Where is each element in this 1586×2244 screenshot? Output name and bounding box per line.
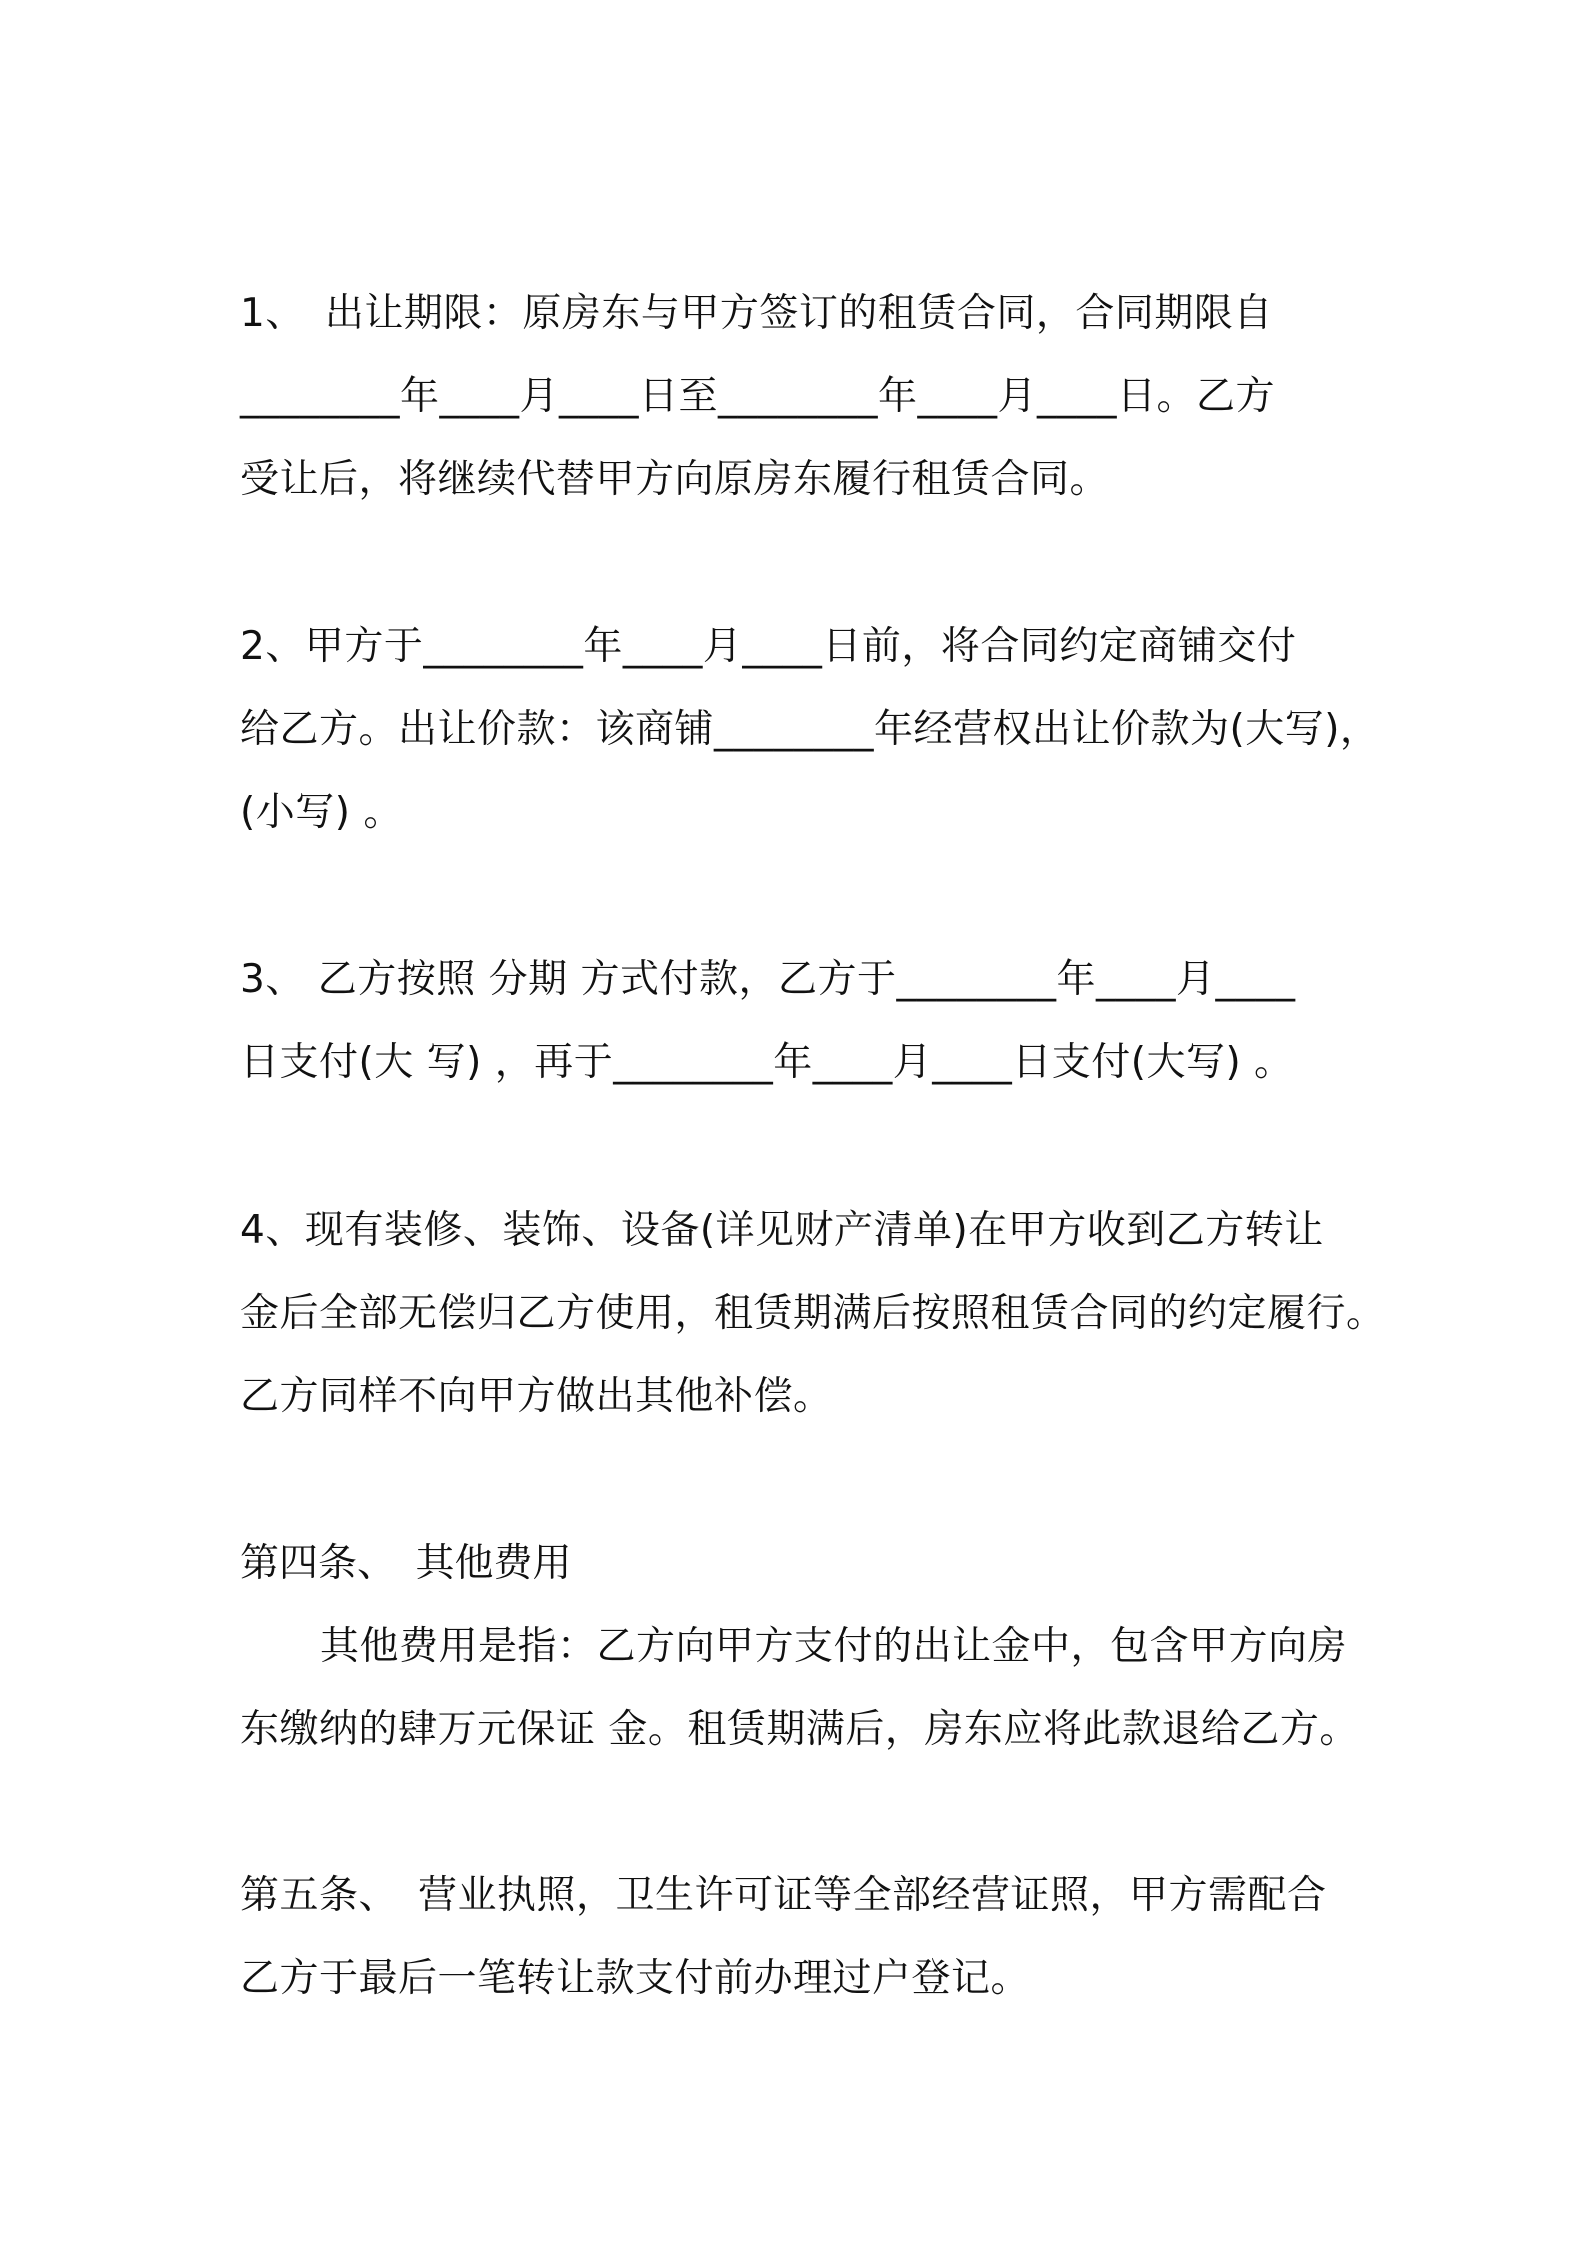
clause-3-line-1: 3、 乙方按照 分期 方式付款，乙方于________年____月____ [240,957,1296,1002]
clause-1-line-3: 受让后，将继续代替甲方向原房东履行租赁合同。 [240,457,1110,502]
clause-4-line-3: 乙方同样不向甲方做出其他补偿。 [240,1374,833,1419]
clause-4-line-1: 4、现有装修、装饰、设备(详见财产清单)在甲方收到乙方转让 [240,1208,1324,1253]
article-5-line-2: 乙方于最后一笔转让款支付前办理过户登记。 [240,1956,1031,2001]
clause-2-line-2: 给乙方。出让价款：该商铺________年经营权出让价款为(大写)， [240,707,1380,752]
clause-3 [240,938,1390,1104]
clause-4 [240,1189,1390,1438]
article-4-line-1: 其他费用是指：乙方向甲方支付的出让金中，包含甲方向房 [320,1624,1348,1669]
clause-2-line-3: (小写) 。 [240,790,403,835]
clause-2-line-1: 2、甲方于________年____月____日前，将合同约定商铺交付 [240,624,1297,669]
article-5-line-1: 第五条、 营业执照，卫生许可证等全部经营证照，甲方需配合 [240,1873,1327,1918]
article-4-heading: 第四条、 其他费用 [240,1541,572,1586]
clause-3-line-2: 日支付(大 写) ，再于________年____月____日支付(大写) 。 [240,1040,1294,1085]
article-5 [240,1854,1390,2020]
article-4-line-2: 东缴纳的肆万元保证 金。租赁期满后，房东应将此款退给乙方。 [240,1707,1359,1752]
clause-1-line-2: ________年____月____日至________年____月____日。乙方 [240,374,1276,419]
clause-4-line-2: 金后全部无偿归乙方使用，租赁期满后按照租赁合同的约定履行。 [240,1291,1386,1336]
clause-1 [240,272,1390,521]
clause-2 [240,605,1390,854]
clause-1-line-1: 1、 出让期限：原房东与甲方签订的租赁合同，合同期限自 [240,291,1273,336]
article-4-body [240,1605,1390,1771]
